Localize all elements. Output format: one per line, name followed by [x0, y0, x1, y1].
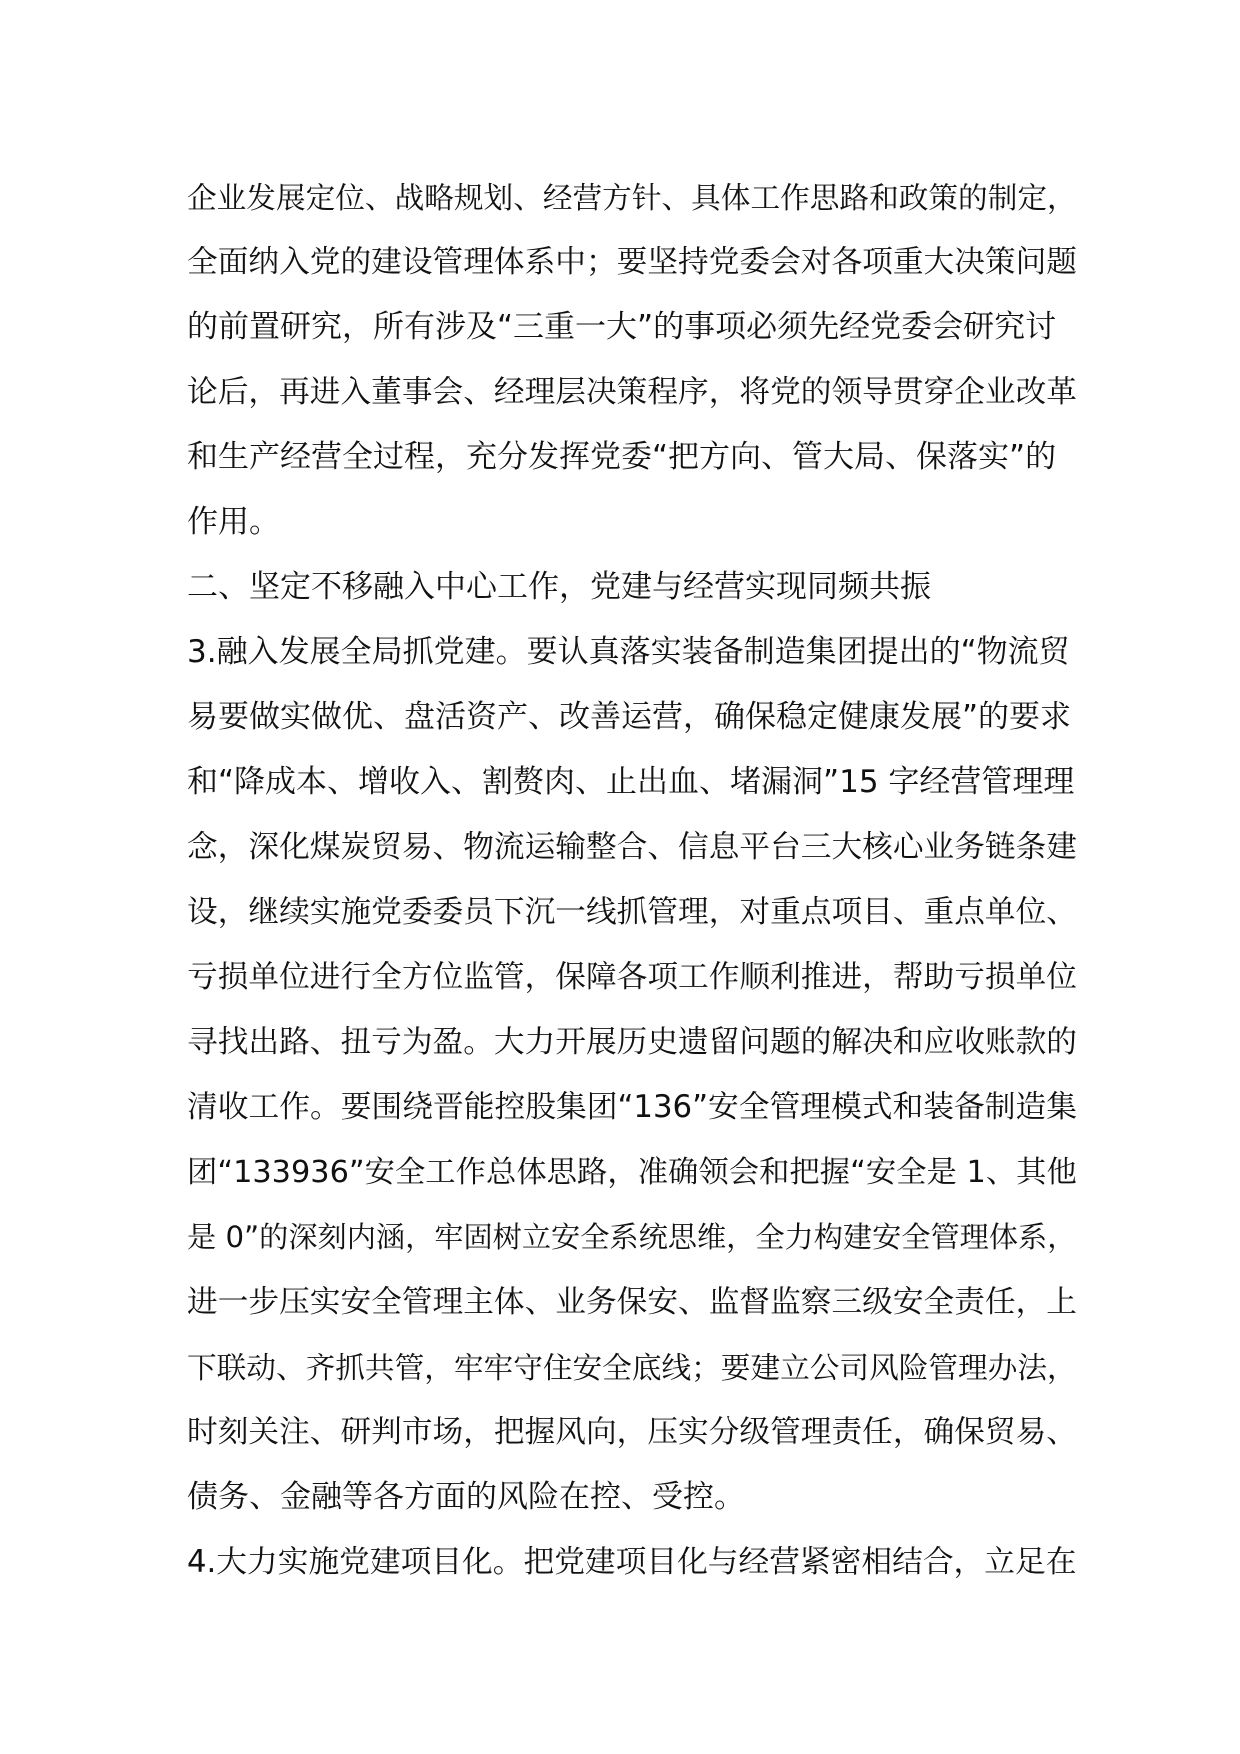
text-line: 清收工作。要围绕晋能控股集团“136”安全管理模式和装备制造集 — [187, 1089, 1078, 1125]
text-line: 3.融入发展全局抓党建。要认真落实装备制造集团提出的“物流贸 — [187, 634, 1070, 670]
text-line: 团“133936”安全工作总体思路，准确领会和把握“安全是 1、其他 — [187, 1155, 1077, 1190]
text-line: 债务、金融等各方面的风险在控、受控。 — [187, 1479, 745, 1515]
text-line: 和生产经营全过程，充分发挥党委“把方向、管大局、保落实”的 — [187, 439, 1057, 475]
text-line: 企业发展定位、战略规划、经营方针、具体工作思路和政策的制定， — [187, 180, 1077, 215]
text-line: 时刻关注、研判市场，把握风向，压实分级管理责任，确保贸易、 — [187, 1415, 1077, 1450]
text-line: 念，深化煤炭贸易、物流运输整合、信息平台三大核心业务链条建 — [187, 830, 1077, 865]
text-line: 寻找出路、扭亏为盈。大力开展历史遗留问题的解决和应收账款的 — [187, 1025, 1077, 1060]
text-line: 的前置研究，所有涉及“三重一大”的事项必须先经党委会研究讨 — [187, 309, 1057, 345]
section-heading: 二、坚定不移融入中心工作，党建与经营实现同频共振 — [187, 569, 931, 605]
text-line: 4.大力实施党建项目化。把党建项目化与经营紧密相结合，立足在 — [187, 1544, 1077, 1580]
document-body — [187, 174, 1077, 1604]
text-line: 论后，再进入董事会、经理层决策程序，将党的领导贯穿企业改革 — [187, 375, 1077, 410]
text-line: 全面纳入党的建设管理体系中；要坚持党委会对各项重大决策问题 — [187, 245, 1077, 280]
text-line: 设，继续实施党委委员下沉一线抓管理，对重点项目、重点单位、 — [187, 895, 1077, 930]
text-line: 下联动、齐抓共管，牢牢守住安全底线；要建立公司风险管理办法， — [187, 1350, 1077, 1385]
text-line: 易要做实做优、盘活资产、改善运营，确保稳定健康发展”的要求 — [187, 699, 1072, 735]
text-line: 亏损单位进行全方位监管，保障各项工作顺利推进，帮助亏损单位 — [187, 960, 1077, 995]
text-line: 是 0”的深刻内涵，牢固树立安全系统思维，全力构建安全管理体系， — [187, 1220, 1077, 1254]
text-line: 作用。 — [187, 504, 280, 540]
text-line: 和“降成本、增收入、割赘肉、止出血、堵漏洞”15 字经营管理理 — [187, 764, 1075, 800]
text-line: 进一步压实安全管理主体、业务保安、监督监察三级安全责任，上 — [187, 1285, 1077, 1320]
